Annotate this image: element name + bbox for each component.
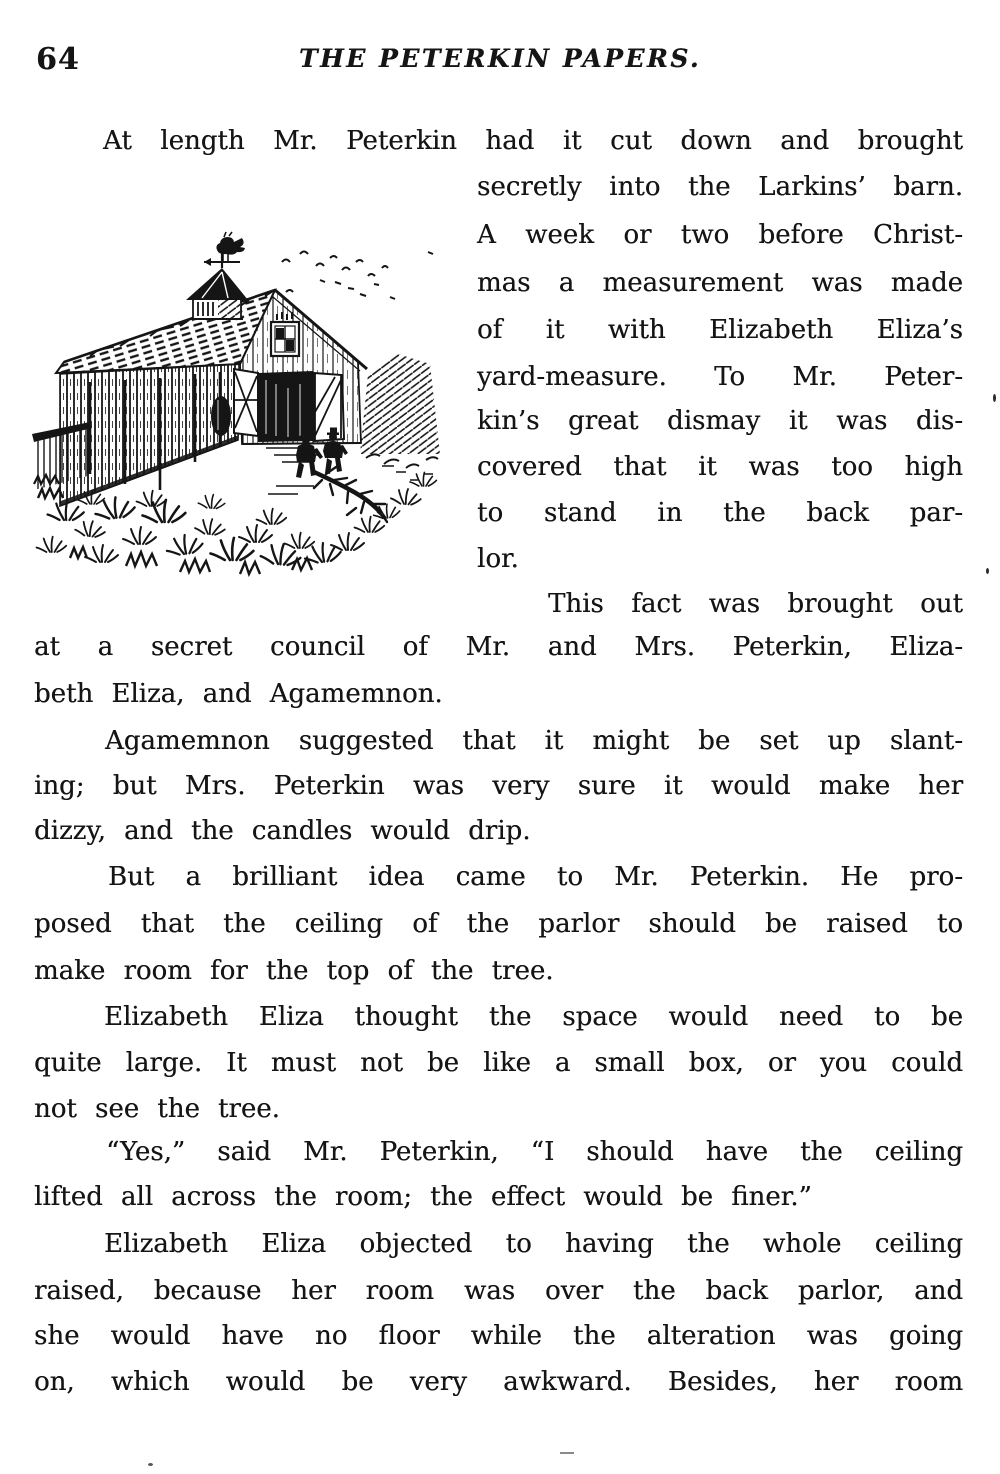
birds-icon bbox=[282, 252, 433, 300]
page-number: 64 bbox=[36, 42, 80, 77]
body-line: dizzy, and the candles would drip. bbox=[34, 816, 531, 846]
body-line: lifted all across the room; the effect would be finer.” bbox=[34, 1182, 812, 1212]
body-line: at a secret council of Mr. and Mrs. Peterkin, Eliza- bbox=[34, 632, 963, 662]
body-line: At length Mr. Peterkin had it cut down and brought bbox=[103, 126, 963, 156]
weathervane-icon bbox=[204, 232, 245, 268]
body-line: not see the tree. bbox=[34, 1094, 280, 1124]
body-line: Agamemnon suggested that it might be set up slant- bbox=[105, 726, 963, 756]
scan-speck bbox=[993, 394, 996, 402]
body-line: covered that it was too high bbox=[477, 452, 963, 482]
body-line: A week or two before Christ- bbox=[477, 220, 963, 250]
body-line: ing; but Mrs. Peterkin was very sure it would make her bbox=[34, 771, 963, 801]
scan-speck bbox=[986, 568, 989, 574]
body-line: on, which would be very awkward. Besides, her room bbox=[34, 1367, 963, 1397]
body-line: Elizabeth Eliza objected to having the whole ceiling bbox=[104, 1229, 963, 1259]
body-line: “Yes,” said Mr. Peterkin, “I should have the ceiling bbox=[106, 1137, 963, 1167]
scan-speck bbox=[560, 1452, 574, 1454]
body-line: raised, because her room was over the back parlor, and bbox=[34, 1276, 963, 1306]
body-line: secretly into the Larkins’ barn. bbox=[477, 172, 963, 202]
body-line: kin’s great dismay it was dis- bbox=[477, 406, 963, 436]
scan-speck bbox=[148, 1463, 153, 1466]
body-line: mas a measurement was made bbox=[477, 268, 963, 298]
body-line: make room for the top of the tree. bbox=[34, 956, 554, 986]
running-header: THE PETERKIN PAPERS. bbox=[298, 44, 702, 73]
body-line: This fact was brought out bbox=[548, 589, 963, 619]
body-line: posed that the ceiling of the parlor should be raised to bbox=[34, 909, 963, 939]
barn-door bbox=[234, 369, 344, 442]
barn-illustration-svg bbox=[30, 222, 460, 582]
felled-tree bbox=[314, 467, 387, 522]
body-line: yard-measure. To Mr. Peter- bbox=[477, 362, 963, 392]
body-line: of it with Elizabeth Eliza’s bbox=[477, 315, 963, 345]
brush-right bbox=[360, 354, 440, 480]
body-line: beth Eliza, and Agamemnon. bbox=[34, 679, 443, 709]
cupola bbox=[186, 232, 248, 319]
barn-illustration bbox=[30, 222, 460, 582]
body-line: she would have no floor while the alteration was going bbox=[34, 1321, 963, 1351]
tub bbox=[211, 396, 231, 436]
body-line: Elizabeth Eliza thought the space would need to be bbox=[104, 1002, 963, 1032]
body-line: to stand in the back par- bbox=[477, 498, 963, 528]
body-line: quite large. It must not be like a small box, or you could bbox=[34, 1048, 963, 1078]
body-line: lor. bbox=[477, 544, 519, 574]
barn-side-wall bbox=[60, 364, 240, 506]
body-line: But a brilliant idea came to Mr. Peterkin. He pro- bbox=[108, 862, 963, 892]
